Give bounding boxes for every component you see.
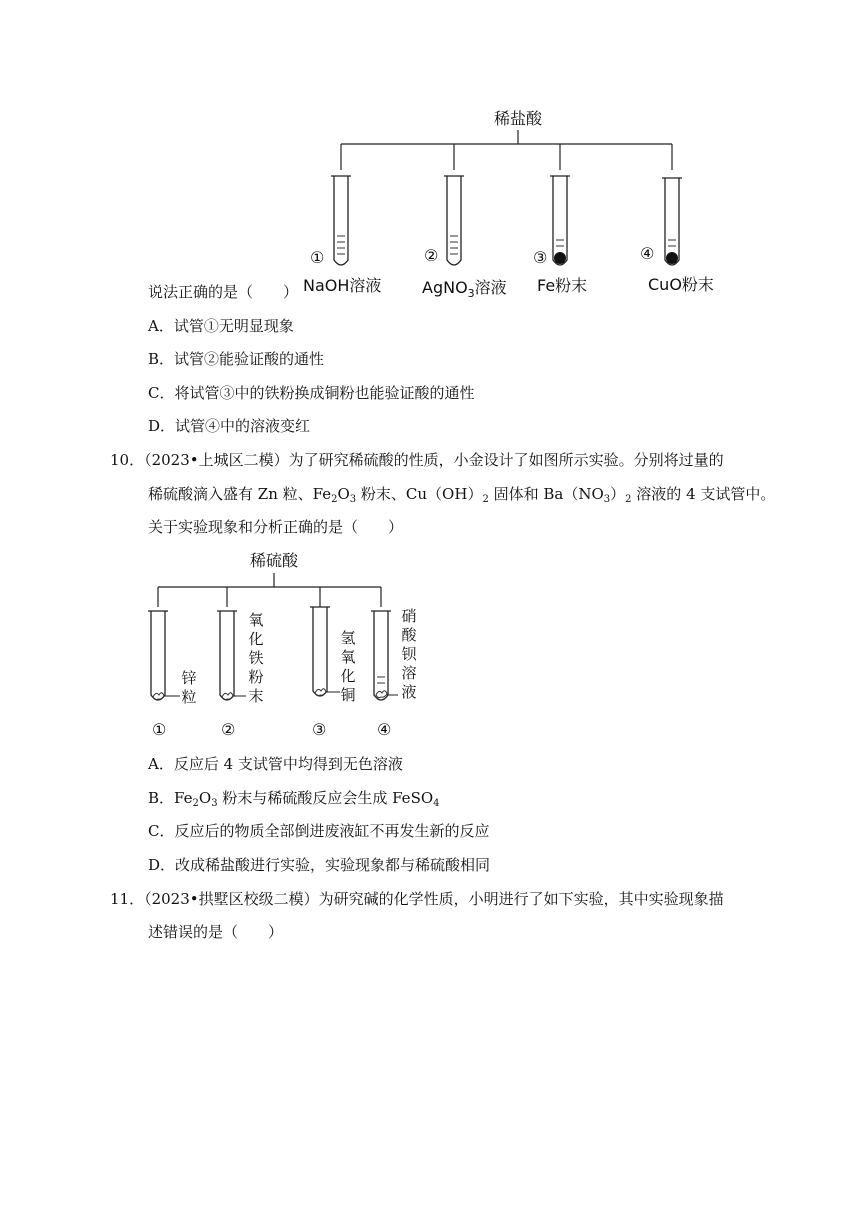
q10-option-a: A．反应后 4 支试管中均得到无色溶液 [148,755,403,773]
test-tube-1 [331,176,351,265]
h2so4-tube-3 [310,607,340,696]
tube-4-label: CuO粉末 [648,275,714,294]
test-tube-3 [550,176,570,265]
tube-2-number: ② [424,246,439,265]
tube-3-label: Fe粉末 [537,276,588,295]
figure-sulfuric-acid [140,545,440,745]
sulfuric-acid-diagram [140,545,440,745]
q10-option-c: C．反应后的物质全部倒进废液缸不再发生新的反应 [148,822,490,840]
q10-line-3: 关于实验现象和分析正确的是（ ） [148,518,404,536]
tube-1-number: ① [310,248,325,267]
h2so4-tube-4-number: ④ [377,720,392,739]
q9-option-a: A．试管①无明显现象 [148,317,294,335]
h2so4-tube-2 [217,611,246,700]
q9-option-c: C．将试管③中的铁粉换成铜粉也能验证酸的通性 [148,384,475,402]
h2so4-tube-4 [371,611,398,700]
h2so4-tube-3-number: ③ [312,720,327,739]
acid-label: 稀盐酸 [493,109,543,128]
acid-label-2: 稀硫酸 [249,551,299,570]
figure-hydrochloric-acid [300,100,720,300]
q10-line-2: 稀硫酸滴入盛有 Zn 粒、$Fe_2O_3$ 粉末、$Cu(OH)_2$ 固体和 $Ba(NO_3)_2$ 溶液的 4 支试管中。 [148,485,776,505]
q11-line-1: 11．（2023•拱墅区校级二模）为研究碱的化学性质，小明进行了如下实验，其中实验现象描 [110,890,724,908]
test-tube-4 [662,178,682,265]
test-tube-2 [444,176,464,265]
q10-line-1: 10．（2023•上城区二模）为了研究稀硫酸的性质，小金设计了如图所示实验。分别将过量的 [110,451,724,469]
tube-3-number: ③ [533,248,548,267]
tube-1-label: NaOH溶液 [303,276,382,295]
h2so4-tube-3-label: 氢氧化铜 [340,629,356,704]
h2so4-tube-4-label: 硝酸钡溶液 [401,607,417,701]
h2so4-tube-2-label: 氧化铁粉末 [248,611,264,705]
tube-4-number: ④ [640,244,655,263]
hydrochloric-acid-diagram [300,100,720,300]
h2so4-tube-1 [148,611,180,700]
q11-line-2: 述错误的是（ ） [148,923,284,941]
q9-option-b: B．试管②能验证酸的通性 [148,350,325,368]
q10-option-b: B．$Fe_2O_3$ 粉末与稀硫酸反应会生成 FeSO$_4$ [148,789,440,809]
h2so4-tube-1-label: 锌粒 [181,669,197,706]
h2so4-tube-1-number: ① [152,720,167,739]
h2so4-tube-2-number: ② [221,720,236,739]
q9-option-d: D．试管④中的溶液变红 [148,417,311,435]
q9-stem: 说法正确的是（ ） [148,283,299,301]
tube-2-label: AgNO$_3$溶液 [422,278,507,300]
q10-option-d: D．改成稀盐酸进行实验，实验现象都与稀硫酸相同 [148,856,491,874]
